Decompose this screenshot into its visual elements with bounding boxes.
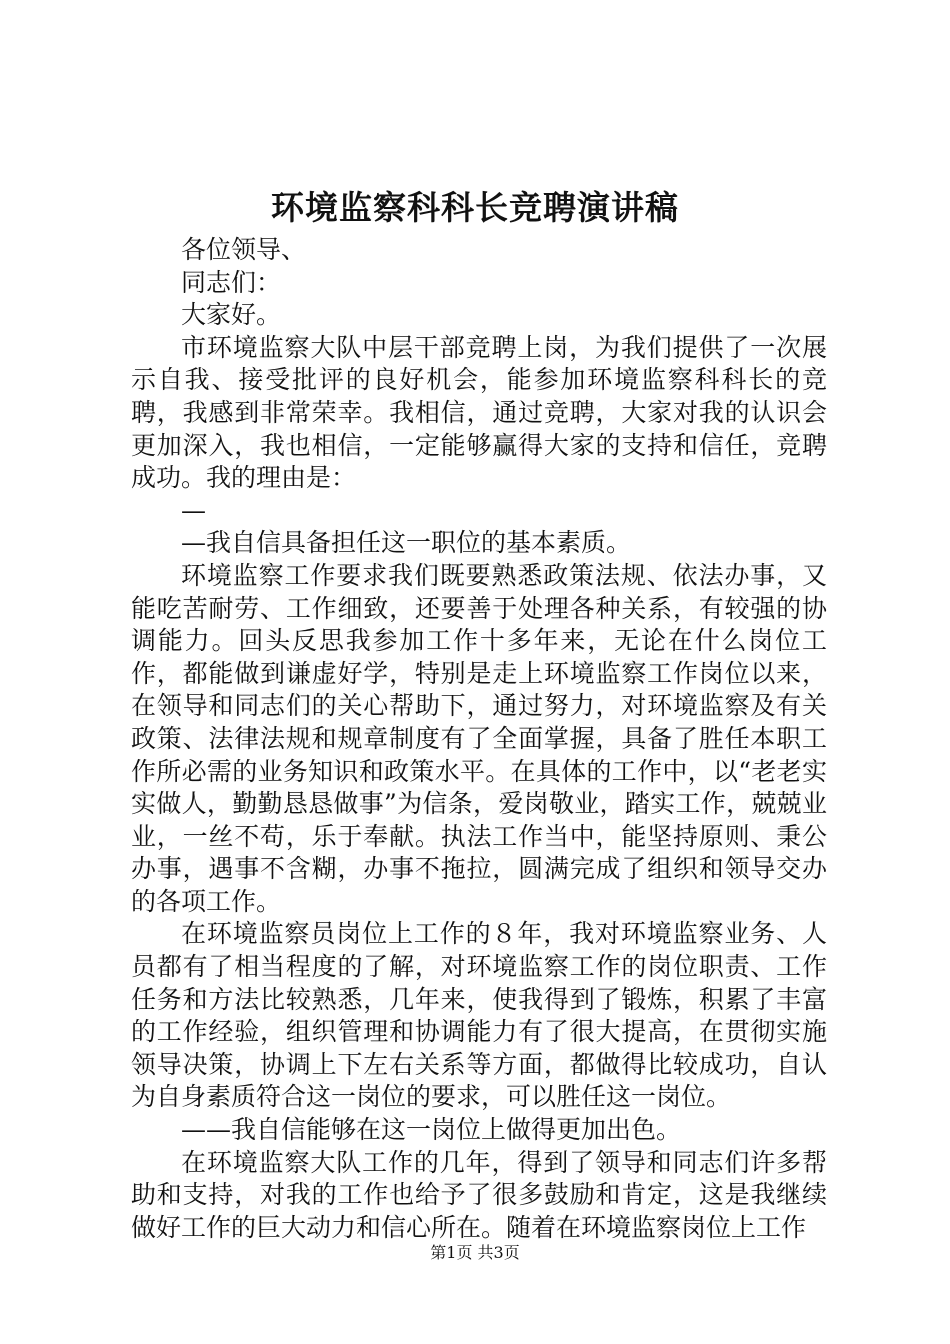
paragraph-intro: 市环境监察大队中层干部竞聘上岗，为我们提供了一次展示自我、接受批评的良好机会，能参加环境监察科科长的竞聘，我感到非常荣幸。我相信，通过竞聘，大家对我的认识会更加深入，我也相信，一定能够赢得大家的支持和信任，竞聘成功。我的理由是：	[131, 332, 827, 493]
document-body	[131, 234, 827, 1244]
paragraph-salutation-comrades: 同志们：	[181, 267, 282, 297]
paragraph-body: 环境监察工作要求我们既要熟悉政策法规、依法办事，又能吃苦耐劳、工作细致，还要善于处理各种关系，有较强的协调能力。回头反思我参加工作十多年来，无论在什么岗位工作，都能做到谦虚好学，特别是走上环境监察工作岗位以来，在领导和同志们的关心帮助下，通过努力，对环境监察及有关政策、法律法规和规章制度有了全面掌握，具备了胜任本职工作所必需的业务知识和政策水平。在具体的工作中，以“老老实实做人，勤勤恳恳做事”为信条，爱岗敬业，踏实工作，兢兢业业，一丝不苟，乐于奉献。执法工作当中，能坚持原则、秉公办事，遇事不含糊，办事不拖拉，圆满完成了组织和领导交办的各项工作。	[131, 560, 827, 916]
document-title: 环境监察科科长竞聘演讲稿	[271, 188, 679, 227]
paragraph-salutation-leaders: 各位领导、	[181, 235, 307, 264]
paragraph-heading-do-better: ——我自信能够在这一岗位上做得更加出色。	[181, 1115, 682, 1145]
paragraph-heading-basic-qualities: —我自信具备担任这一职位的基本素质。	[181, 528, 632, 558]
paragraph-greeting: 大家好。	[181, 300, 282, 330]
paragraph-body: 在环境监察大队工作的几年，得到了领导和同志们许多帮助和支持，对我的工作也给予了很多鼓励和肯定，这是我继续做好工作的巨大动力和信心所在。随着在环境监察岗位上工作	[131, 1147, 827, 1242]
paragraph-body: 在环境监察员岗位上工作的８年，我对环境监察业务、人员都有了相当程度的了解，对环境监察工作的岗位职责、工作任务和方法比较熟悉，几年来，使我得到了锻炼，积累了丰富的工作经验，组织管理和协调能力有了很大提高，在贯彻实施领导决策，协调上下左右关系等方面，都做得比较成功，自认为自身素质符合这一岗位的要求，可以胜任这一岗位。	[131, 919, 827, 1112]
page-number-footer: 第1页 共3页	[430, 1243, 520, 1262]
paragraph-dash: —	[181, 495, 206, 525]
